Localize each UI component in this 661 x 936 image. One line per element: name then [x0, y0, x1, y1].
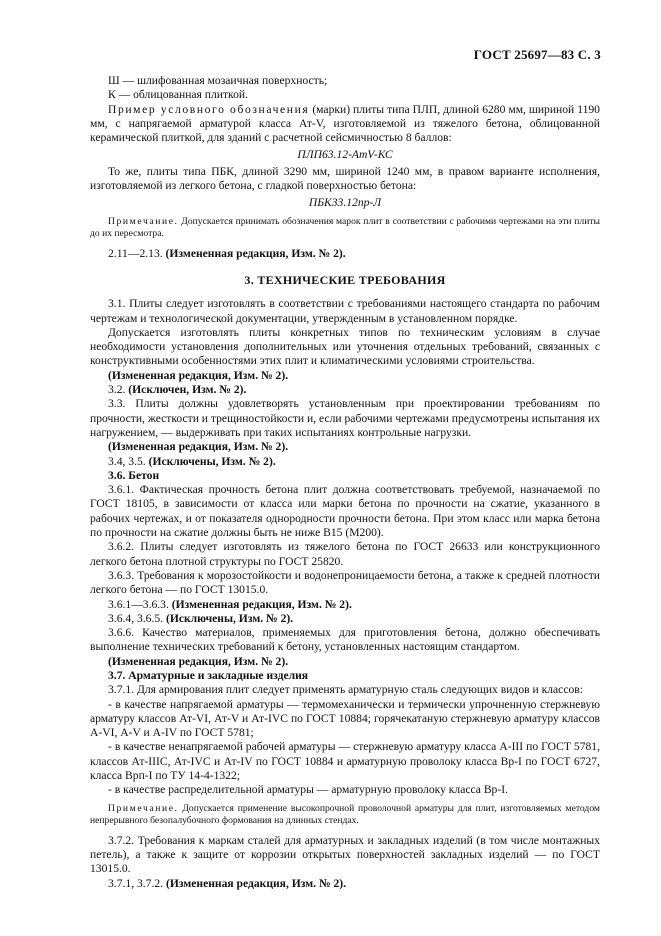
clause-number: 3.7.1, 3.7.2.	[108, 876, 166, 890]
paragraph	[90, 877, 600, 891]
note	[90, 803, 600, 827]
paragraph	[90, 455, 600, 469]
note	[90, 216, 600, 240]
note-label: Примечание.	[108, 215, 179, 227]
revision-note: (Измененная редакция, Изм. № 2).	[108, 368, 289, 382]
designation-code: ПЛП63.12-АтV-КС	[297, 148, 393, 162]
clause-number: 3.6.1—3.6.3.	[108, 597, 172, 611]
paragraph: То же, плиты типа ПБК, длиной 3290 мм, шириной 1240 мм, в правом варианте исполнения, изготовляемой из легкого бетона, с гладкой поверхностью бетона:	[90, 164, 600, 193]
page-header: ГОСТ 25697—83 С. 3	[473, 47, 601, 62]
paragraph: 3.6.3. Требования к морозостойкости и водонепроницаемости бетона, а также к средней плотности легкого бетона — по ГОСТ 13015.0.	[90, 568, 600, 597]
note-text: Допускается принимать обозначения марок плит в соответствии с рабочими чертежами на эти плиты до их пересмотра.	[90, 215, 600, 239]
paragraph: К — облицованная плиткой.	[108, 88, 248, 102]
revision-note: (Измененная редакция, Изм. № 2).	[171, 597, 352, 611]
example-text: (марки) плиты типа ПЛП, длиной 6280 мм, шириной 1190 мм, с напрягаемой арматурой класса Ат-V, изготовляемой из тяжелого бетона, облицованной керамической плиткой, для зданий с расчетной сейсмичностью 8 баллов:	[90, 102, 600, 145]
paragraph	[90, 103, 600, 146]
subsection-title: 3.7. Арматурные и закладные изделия	[108, 668, 309, 682]
note-text: Допускается применение высокопрочной проволочной арматуры для плит, изготовляемых методом непрерывного безопалубочного формования на длинных стендах.	[90, 802, 600, 826]
revision-note: (Исключены, Изм. № 2).	[165, 611, 294, 625]
revision-note: (Измененная редакция, Изм. № 2).	[165, 246, 346, 260]
clause-number: 3.2.	[108, 383, 129, 397]
paragraph	[90, 598, 600, 612]
paragraph: 3.7.1. Для армирования плит следует применять арматурную сталь следующих видов и классов:	[108, 683, 583, 697]
paragraph: 3.1. Плиты следует изготовлять в соответствии с требованиями настоящего стандарта по рабочим чертежам и технологической документации, утвержденным в установленном порядке.	[90, 297, 600, 325]
list-item: - в качестве напрягаемой арматуры — термомеханически и термически упрочненную стержневую арматуру классов Ат-VI, Ат-V и Ат-IVC по ГОСТ 10884; горячекатаную стержневую арматуру классов А-VI, А-V и А-IV по ГОСТ 5781;	[90, 697, 600, 740]
paragraph: Допускается изготовлять плиты конкретных типов по техническим условиям в случае необходимости установления дополнительных или уточнения отдельных требований, связанных с конструктивными особенностями этих плит и климатическими условиями строительства.	[90, 325, 600, 368]
revision-note: (Исключены, Изм. № 2).	[148, 454, 276, 468]
document-body	[90, 74, 600, 891]
clause-number: 3.6.4, 3.6.5.	[108, 611, 166, 625]
revision-note: (Измененная редакция, Изм. № 2).	[165, 876, 347, 890]
revision-note: (Измененная редакция, Изм. № 2).	[108, 654, 289, 668]
subsection-title: 3.6. Бетон	[108, 468, 160, 482]
paragraph: 3.3. Плиты должны удовлетворять установленным при проектировании требованиям по прочности, жесткости и трещиностойкости и, если рабочими чертежами предусмотрены испытания их нагружением, — выдерживать при таких испытаниях контрольные нагрузки.	[90, 397, 600, 439]
section-title: 3. ТЕХНИЧЕСКИЕ ТРЕБОВАНИЯ	[244, 272, 446, 287]
note-label: Примечание.	[108, 802, 179, 814]
example-label: Пример условного обозначения	[108, 102, 310, 116]
paragraph: 3.6.6. Качество материалов, применяемых для приготовления бетона, должно обеспечивать выполнение технических требований к бетону, установленных настоящим стандартом.	[90, 626, 600, 654]
clause-number: 2.11—2.13.	[108, 246, 166, 260]
designation-code: ПБК33.12пр-Л	[308, 196, 382, 210]
revision-note: (Исключен, Изм. № 2).	[128, 383, 247, 397]
list-item: - в качестве ненапрягаемой рабочей арматуры — стержневую арматуру класса А-III по ГОСТ 5781, классов Ат-IIIС, Ат-IVС и Ат-IV по ГОСТ 10884 и арматурную проволоку класса Вр-I по ГОСТ 6727, класса Врп-I по ТУ 14-4-1322;	[90, 740, 600, 783]
clause-number: 3.4, 3.5.	[108, 454, 149, 468]
revision-note: (Измененная редакция, Изм. № 2).	[108, 440, 289, 454]
paragraph: 3.7.2. Требования к маркам сталей для арматурных и закладных изделий (в том числе монтажных петель), а также к защите от коррозии открытых поверхностей закладных изделий — по ГОСТ 13015.0.	[90, 833, 600, 876]
paragraph	[90, 383, 600, 397]
paragraph	[90, 612, 600, 626]
paragraph: Ш — шлифованная мозаичная поверхность;	[108, 74, 328, 87]
paragraph	[90, 247, 600, 261]
list-item: - в качестве распределительной арматуры — арматурную проволоку класса Вр-I.	[108, 783, 508, 797]
paragraph: 3.6.2. Плиты следует изготовлять из тяжелого бетона по ГОСТ 26633 или конструкционного легкого бетона плотной структуры по ГОСТ 25820.	[90, 540, 600, 568]
paragraph: 3.6.1. Фактическая прочность бетона плит должна соответствовать требуемой, назначаемой по ГОСТ 18105, в зависимости от класса или марки бетона по прочности на сжатие, указанного в рабочих чертежах, и от показателя однородности прочности бетона. При этом класс или марка бетона по прочности на сжатие должны быть не ниже В15 (М200).	[90, 483, 600, 540]
